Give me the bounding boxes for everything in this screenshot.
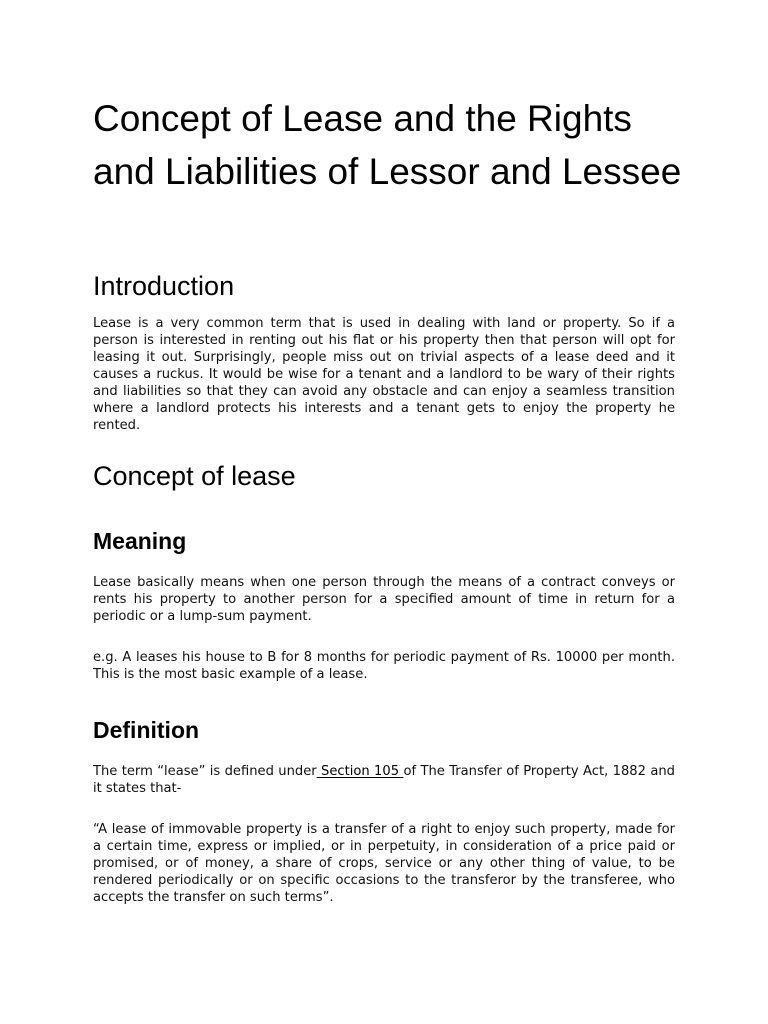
meaning-example-paragraph: e.g. A leases his house to B for 8 months for periodic payment of Rs. 10000 per month. This is the most basic example of a lease.: [93, 650, 675, 682]
definition-text-before: The term “lease” is defined under: [93, 764, 317, 779]
concept-of-lease-heading: Concept of lease: [93, 461, 296, 491]
definition-paragraph: [93, 763, 675, 797]
document-title: Concept of Lease and the Rights and Liabilities of Lessor and Lessee: [93, 98, 682, 192]
section-105-link[interactable]: Section 105: [316, 764, 404, 779]
introduction-heading: Introduction: [93, 271, 235, 301]
definition-heading: Definition: [93, 717, 200, 743]
definition-quote: “A lease of immovable property is a transfer of a right to enjoy such property, made for a certain time, express or implied, or in perpetuity, in consideration of a price paid or promised, or of money, a share of crops, service or any other thing of value, to be rendered periodically or on specific occasions to the transferor by the transferee, who accepts the transfer on such terms”.: [93, 822, 675, 905]
definition-text-after: of The Transfer of Property Act, 1882 and it states that-: [93, 764, 675, 796]
introduction-paragraph: Lease is a very common term that is used in dealing with land or property. So if a person is interested in renting out his flat or his property then that person will opt for leasing it out. Surprisingly, people miss out on trivial aspects of a lease deed and it causes a ruckus. It would be wise for a tenant and a landlord to be wary of their rights and liabilities so that they can avoid any obstacle and can enjoy a seamless transition where a landlord protects his interests and a tenant gets to enjoy the property he rented.: [93, 316, 675, 433]
meaning-heading: Meaning: [93, 528, 187, 554]
meaning-paragraph: Lease basically means when one person through the means of a contract conveys or rents his property to another person for a specified amount of time in return for a periodic or a lump-sum payment.: [93, 575, 675, 624]
